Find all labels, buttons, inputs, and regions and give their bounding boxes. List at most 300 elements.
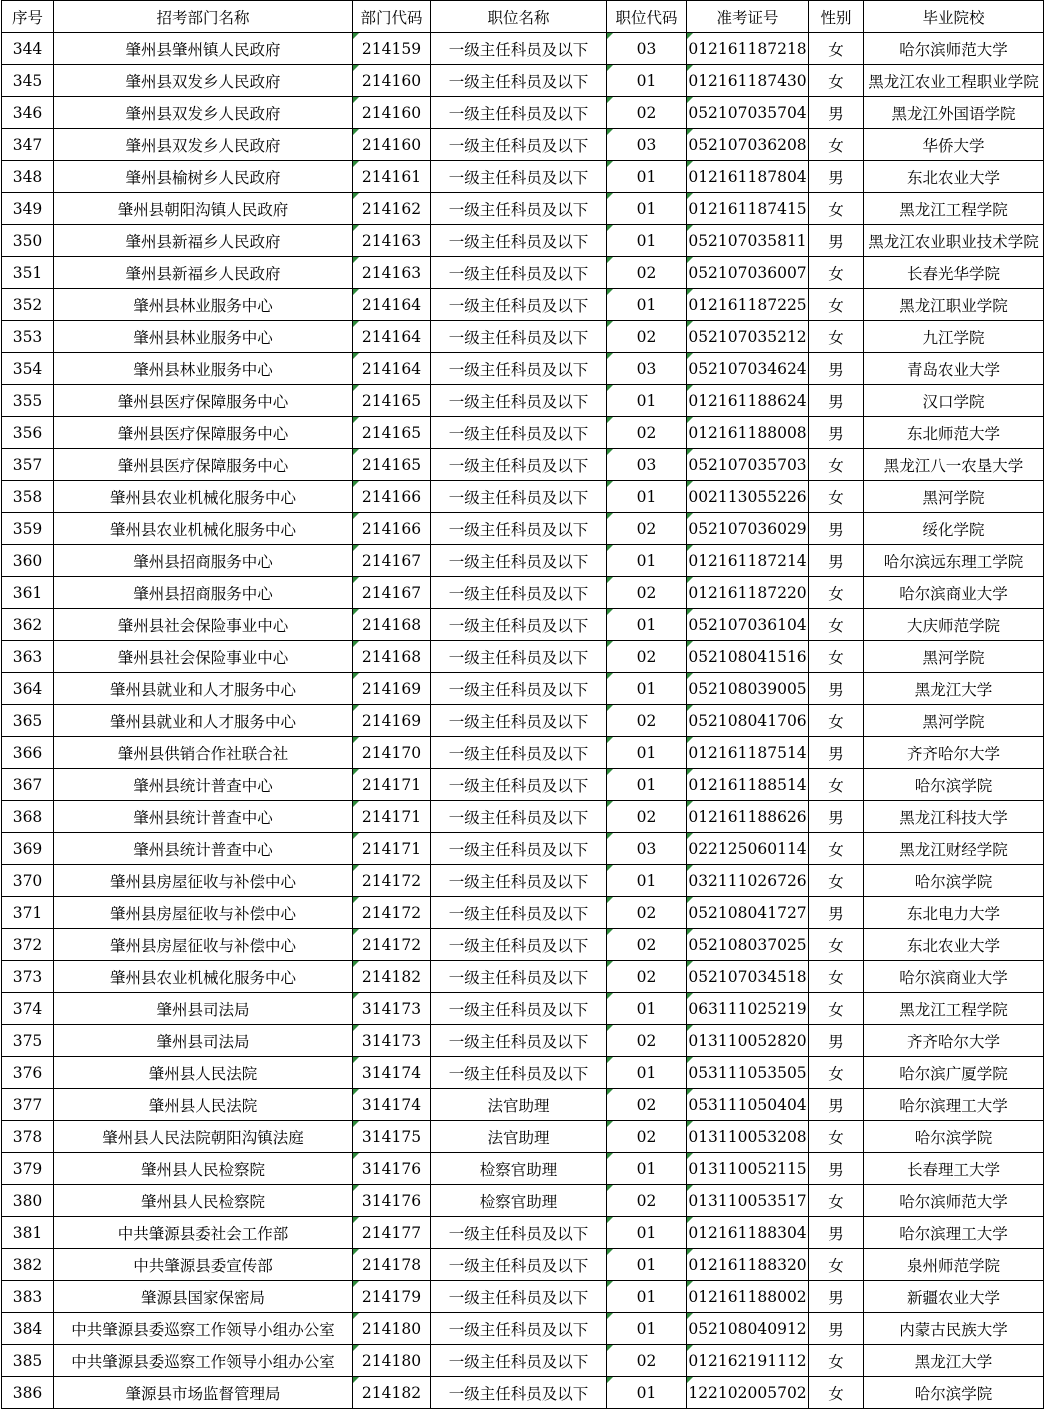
- cell-exam-id: 012162191112: [687, 1345, 809, 1377]
- cell-position: 一级主任科员及以下: [431, 225, 607, 257]
- cell-school: 九江学院: [864, 321, 1044, 353]
- cell-department-code: 214172: [353, 929, 431, 961]
- cell-index: 374: [2, 993, 54, 1025]
- cell-department: 肇州县双发乡人民政府: [54, 97, 353, 129]
- cell-position-code: 01: [607, 385, 687, 417]
- cell-school: 泉州师范学院: [864, 1249, 1044, 1281]
- cell-index: 379: [2, 1153, 54, 1185]
- cell-index: 349: [2, 193, 54, 225]
- cell-position: 一级主任科员及以下: [431, 481, 607, 513]
- header-index: 序号: [2, 1, 54, 33]
- cell-department-code: 214165: [353, 449, 431, 481]
- cell-gender: 女: [809, 193, 864, 225]
- table-row: [2, 1313, 1044, 1345]
- table-row: [2, 1377, 1044, 1409]
- cell-index: 346: [2, 97, 54, 129]
- cell-department: 肇州县社会保险事业中心: [54, 609, 353, 641]
- cell-department-code: 314176: [353, 1185, 431, 1217]
- cell-gender: 女: [809, 257, 864, 289]
- cell-department-code: 314175: [353, 1121, 431, 1153]
- cell-position-code: 01: [607, 769, 687, 801]
- table-row: [2, 897, 1044, 929]
- cell-school: 哈尔滨师范大学: [864, 1185, 1044, 1217]
- cell-position-code: 01: [607, 993, 687, 1025]
- cell-position-code: 01: [607, 1249, 687, 1281]
- cell-department-code: 214160: [353, 65, 431, 97]
- cell-gender: 男: [809, 1281, 864, 1313]
- cell-gender: 男: [809, 801, 864, 833]
- cell-position-code: 02: [607, 257, 687, 289]
- cell-department-code: 214164: [353, 289, 431, 321]
- cell-department: 肇州县农业机械化服务中心: [54, 513, 353, 545]
- cell-school: 华侨大学: [864, 129, 1044, 161]
- cell-department: 肇州县房屋征收与补偿中心: [54, 929, 353, 961]
- cell-index: 382: [2, 1249, 54, 1281]
- cell-gender: 男: [809, 897, 864, 929]
- cell-position-code: 01: [607, 1377, 687, 1409]
- cell-gender: 女: [809, 1377, 864, 1409]
- cell-position: 一级主任科员及以下: [431, 1313, 607, 1345]
- cell-school: 东北农业大学: [864, 161, 1044, 193]
- cell-position: 一级主任科员及以下: [431, 129, 607, 161]
- cell-index: 385: [2, 1345, 54, 1377]
- cell-department: 肇州县肇州镇人民政府: [54, 33, 353, 65]
- cell-gender: 男: [809, 385, 864, 417]
- cell-department: 肇州县统计普查中心: [54, 833, 353, 865]
- cell-department-code: 214161: [353, 161, 431, 193]
- table-row: [2, 993, 1044, 1025]
- cell-department: 肇州县统计普查中心: [54, 801, 353, 833]
- cell-position-code: 01: [607, 65, 687, 97]
- cell-index: 386: [2, 1377, 54, 1409]
- cell-gender: 男: [809, 1217, 864, 1249]
- cell-exam-id: 052107035703: [687, 449, 809, 481]
- cell-gender: 女: [809, 961, 864, 993]
- cell-gender: 女: [809, 705, 864, 737]
- table-row: [2, 1025, 1044, 1057]
- cell-index: 352: [2, 289, 54, 321]
- cell-gender: 女: [809, 929, 864, 961]
- cell-department: 肇州县司法局: [54, 993, 353, 1025]
- cell-exam-id: 013110052820: [687, 1025, 809, 1057]
- cell-department-code: 214182: [353, 961, 431, 993]
- cell-position-code: 03: [607, 449, 687, 481]
- cell-position: 一级主任科员及以下: [431, 897, 607, 929]
- cell-position: 一级主任科员及以下: [431, 1281, 607, 1313]
- table-row: [2, 225, 1044, 257]
- cell-school: 哈尔滨远东理工学院: [864, 545, 1044, 577]
- cell-department-code: 214177: [353, 1217, 431, 1249]
- cell-index: 351: [2, 257, 54, 289]
- cell-exam-id: 052108039005: [687, 673, 809, 705]
- cell-school: 哈尔滨理工大学: [864, 1217, 1044, 1249]
- cell-department: 肇州县人民检察院: [54, 1185, 353, 1217]
- cell-exam-id: 052107035704: [687, 97, 809, 129]
- cell-department: 肇州县农业机械化服务中心: [54, 961, 353, 993]
- cell-exam-id: 012161188320: [687, 1249, 809, 1281]
- cell-school: 长春光华学院: [864, 257, 1044, 289]
- cell-exam-id: 032111026726: [687, 865, 809, 897]
- cell-position-code: 02: [607, 641, 687, 673]
- cell-school: 哈尔滨商业大学: [864, 577, 1044, 609]
- cell-position: 一级主任科员及以下: [431, 961, 607, 993]
- cell-index: 361: [2, 577, 54, 609]
- cell-department: 肇州县供销合作社联合社: [54, 737, 353, 769]
- table-row: [2, 769, 1044, 801]
- cell-department: 中共肇源县委宣传部: [54, 1249, 353, 1281]
- cell-position: 法官助理: [431, 1121, 607, 1153]
- table-row: [2, 97, 1044, 129]
- table-row: [2, 33, 1044, 65]
- cell-position-code: 03: [607, 833, 687, 865]
- cell-department-code: 214159: [353, 33, 431, 65]
- cell-position: 一级主任科员及以下: [431, 65, 607, 97]
- table-row: [2, 833, 1044, 865]
- cell-gender: 女: [809, 1185, 864, 1217]
- cell-exam-id: 012161188304: [687, 1217, 809, 1249]
- cell-department-code: 214171: [353, 769, 431, 801]
- cell-index: 362: [2, 609, 54, 641]
- cell-department: 中共肇源县委巡察工作领导小组办公室: [54, 1345, 353, 1377]
- cell-gender: 女: [809, 1057, 864, 1089]
- cell-department: 肇州县医疗保障服务中心: [54, 449, 353, 481]
- table-row: [2, 577, 1044, 609]
- cell-exam-id: 052107034518: [687, 961, 809, 993]
- cell-position: 一级主任科员及以下: [431, 609, 607, 641]
- cell-department: 肇州县统计普查中心: [54, 769, 353, 801]
- cell-department: 肇州县人民法院: [54, 1089, 353, 1121]
- cell-school: 新疆农业大学: [864, 1281, 1044, 1313]
- cell-position: 一级主任科员及以下: [431, 577, 607, 609]
- cell-department: 肇州县双发乡人民政府: [54, 129, 353, 161]
- cell-index: 364: [2, 673, 54, 705]
- cell-department: 肇州县林业服务中心: [54, 289, 353, 321]
- cell-index: 369: [2, 833, 54, 865]
- cell-department: 肇州县新福乡人民政府: [54, 225, 353, 257]
- cell-department: 肇州县就业和人才服务中心: [54, 673, 353, 705]
- cell-position-code: 02: [607, 417, 687, 449]
- cell-department-code: 314173: [353, 993, 431, 1025]
- cell-position-code: 02: [607, 577, 687, 609]
- cell-department: 中共肇源县委社会工作部: [54, 1217, 353, 1249]
- table-row: [2, 929, 1044, 961]
- cell-index: 381: [2, 1217, 54, 1249]
- cell-department-code: 214182: [353, 1377, 431, 1409]
- cell-position: 一级主任科员及以下: [431, 737, 607, 769]
- cell-gender: 男: [809, 1025, 864, 1057]
- cell-position-code: 02: [607, 929, 687, 961]
- cell-gender: 女: [809, 577, 864, 609]
- cell-exam-id: 012161187214: [687, 545, 809, 577]
- cell-department-code: 214167: [353, 577, 431, 609]
- cell-exam-id: 052108037025: [687, 929, 809, 961]
- cell-exam-id: 052107035212: [687, 321, 809, 353]
- cell-department: 肇州县招商服务中心: [54, 577, 353, 609]
- cell-index: 375: [2, 1025, 54, 1057]
- cell-position-code: 02: [607, 801, 687, 833]
- cell-school: 黑河学院: [864, 705, 1044, 737]
- cell-position-code: 02: [607, 97, 687, 129]
- cell-position: 一级主任科员及以下: [431, 417, 607, 449]
- cell-position: 一级主任科员及以下: [431, 833, 607, 865]
- table-row: [2, 1185, 1044, 1217]
- cell-index: 353: [2, 321, 54, 353]
- cell-index: 370: [2, 865, 54, 897]
- cell-exam-id: 052107036104: [687, 609, 809, 641]
- cell-position-code: 02: [607, 1345, 687, 1377]
- table-row: [2, 161, 1044, 193]
- table-row: [2, 961, 1044, 993]
- cell-exam-id: 012161187514: [687, 737, 809, 769]
- header-row: [2, 1, 1044, 33]
- cell-school: 黑龙江大学: [864, 1345, 1044, 1377]
- cell-department: 肇州县房屋征收与补偿中心: [54, 897, 353, 929]
- table-row: [2, 385, 1044, 417]
- cell-department: 肇州县就业和人才服务中心: [54, 705, 353, 737]
- cell-department: 肇州县医疗保障服务中心: [54, 385, 353, 417]
- cell-exam-id: 012161187225: [687, 289, 809, 321]
- cell-department-code: 214168: [353, 641, 431, 673]
- table-row: [2, 321, 1044, 353]
- cell-gender: 女: [809, 1345, 864, 1377]
- cell-position: 一级主任科员及以下: [431, 353, 607, 385]
- cell-position: 一级主任科员及以下: [431, 705, 607, 737]
- cell-school: 哈尔滨师范大学: [864, 33, 1044, 65]
- cell-gender: 女: [809, 481, 864, 513]
- cell-index: 384: [2, 1313, 54, 1345]
- cell-index: 378: [2, 1121, 54, 1153]
- cell-gender: 男: [809, 225, 864, 257]
- cell-exam-id: 013110052115: [687, 1153, 809, 1185]
- cell-exam-id: 012161188626: [687, 801, 809, 833]
- cell-department: 肇州县社会保险事业中心: [54, 641, 353, 673]
- cell-school: 哈尔滨理工大学: [864, 1089, 1044, 1121]
- cell-position-code: 03: [607, 33, 687, 65]
- cell-department-code: 314174: [353, 1057, 431, 1089]
- cell-position: 一级主任科员及以下: [431, 257, 607, 289]
- cell-gender: 男: [809, 97, 864, 129]
- cell-exam-id: 012161188008: [687, 417, 809, 449]
- table-row: [2, 865, 1044, 897]
- cell-school: 东北农业大学: [864, 929, 1044, 961]
- cell-department-code: 314176: [353, 1153, 431, 1185]
- table-row: [2, 545, 1044, 577]
- cell-position: 一级主任科员及以下: [431, 929, 607, 961]
- cell-department: 肇州县朝阳沟镇人民政府: [54, 193, 353, 225]
- cell-gender: 女: [809, 833, 864, 865]
- cell-position: 一级主任科员及以下: [431, 33, 607, 65]
- cell-school: 东北电力大学: [864, 897, 1044, 929]
- cell-exam-id: 012161188624: [687, 385, 809, 417]
- cell-department-code: 214171: [353, 801, 431, 833]
- cell-school: 黑龙江工程学院: [864, 993, 1044, 1025]
- cell-position-code: 02: [607, 1025, 687, 1057]
- cell-gender: 男: [809, 353, 864, 385]
- cell-department-code: 214164: [353, 353, 431, 385]
- cell-school: 黑龙江农业工程职业学院: [864, 65, 1044, 97]
- cell-department: 肇州县人民法院朝阳沟镇法庭: [54, 1121, 353, 1153]
- cell-gender: 女: [809, 65, 864, 97]
- cell-position: 一级主任科员及以下: [431, 993, 607, 1025]
- cell-department-code: 214179: [353, 1281, 431, 1313]
- cell-index: 358: [2, 481, 54, 513]
- cell-position-code: 01: [607, 1313, 687, 1345]
- table-row: [2, 1281, 1044, 1313]
- table-row: [2, 193, 1044, 225]
- cell-exam-id: 052107036029: [687, 513, 809, 545]
- cell-gender: 女: [809, 289, 864, 321]
- cell-position-code: 01: [607, 737, 687, 769]
- cell-school: 长春理工大学: [864, 1153, 1044, 1185]
- cell-index: 359: [2, 513, 54, 545]
- cell-exam-id: 052107036007: [687, 257, 809, 289]
- cell-position-code: 01: [607, 1281, 687, 1313]
- cell-department-code: 314173: [353, 1025, 431, 1057]
- cell-school: 黑龙江科技大学: [864, 801, 1044, 833]
- cell-department-code: 214163: [353, 225, 431, 257]
- cell-position: 一级主任科员及以下: [431, 385, 607, 417]
- table-row: [2, 129, 1044, 161]
- cell-index: 366: [2, 737, 54, 769]
- cell-school: 东北师范大学: [864, 417, 1044, 449]
- cell-gender: 女: [809, 993, 864, 1025]
- cell-index: 350: [2, 225, 54, 257]
- table-row: [2, 1153, 1044, 1185]
- cell-gender: 男: [809, 161, 864, 193]
- cell-school: 黑龙江职业学院: [864, 289, 1044, 321]
- cell-department: 肇州县医疗保障服务中心: [54, 417, 353, 449]
- cell-position: 一级主任科员及以下: [431, 865, 607, 897]
- cell-position: 一级主任科员及以下: [431, 641, 607, 673]
- cell-department: 肇州县招商服务中心: [54, 545, 353, 577]
- cell-index: 355: [2, 385, 54, 417]
- table-row: [2, 1121, 1044, 1153]
- cell-position: 一级主任科员及以下: [431, 801, 607, 833]
- cell-index: 380: [2, 1185, 54, 1217]
- cell-index: 363: [2, 641, 54, 673]
- cell-position-code: 02: [607, 321, 687, 353]
- cell-index: 365: [2, 705, 54, 737]
- cell-position: 法官助理: [431, 1089, 607, 1121]
- header-department: 招考部门名称: [54, 1, 353, 33]
- cell-school: 哈尔滨学院: [864, 1377, 1044, 1409]
- cell-position: 一级主任科员及以下: [431, 161, 607, 193]
- cell-department-code: 214160: [353, 97, 431, 129]
- cell-department: 中共肇源县委巡察工作领导小组办公室: [54, 1313, 353, 1345]
- cell-school: 黑河学院: [864, 481, 1044, 513]
- cell-school: 哈尔滨学院: [864, 865, 1044, 897]
- cell-position-code: 03: [607, 353, 687, 385]
- cell-school: 汉口学院: [864, 385, 1044, 417]
- cell-position-code: 01: [607, 1153, 687, 1185]
- cell-position: 一级主任科员及以下: [431, 97, 607, 129]
- cell-gender: 女: [809, 449, 864, 481]
- table-row: [2, 641, 1044, 673]
- cell-department: 肇州县司法局: [54, 1025, 353, 1057]
- table-row: [2, 1089, 1044, 1121]
- cell-position: 一级主任科员及以下: [431, 1377, 607, 1409]
- cell-school: 青岛农业大学: [864, 353, 1044, 385]
- cell-position-code: 01: [607, 545, 687, 577]
- cell-exam-id: 002113055226: [687, 481, 809, 513]
- cell-gender: 男: [809, 1153, 864, 1185]
- cell-position: 一级主任科员及以下: [431, 193, 607, 225]
- table-row: [2, 1249, 1044, 1281]
- cell-position-code: 01: [607, 1217, 687, 1249]
- cell-gender: 男: [809, 673, 864, 705]
- cell-position: 一级主任科员及以下: [431, 545, 607, 577]
- header-gender: 性别: [809, 1, 864, 33]
- cell-index: 367: [2, 769, 54, 801]
- cell-index: 383: [2, 1281, 54, 1313]
- cell-exam-id: 012161187218: [687, 33, 809, 65]
- cell-exam-id: 012161187220: [687, 577, 809, 609]
- cell-department-code: 214164: [353, 321, 431, 353]
- cell-exam-id: 013110053208: [687, 1121, 809, 1153]
- cell-gender: 男: [809, 1313, 864, 1345]
- cell-gender: 女: [809, 129, 864, 161]
- cell-position-code: 01: [607, 481, 687, 513]
- cell-position-code: 01: [607, 289, 687, 321]
- cell-exam-id: 012161187430: [687, 65, 809, 97]
- cell-gender: 男: [809, 1089, 864, 1121]
- cell-gender: 男: [809, 737, 864, 769]
- table-row: [2, 449, 1044, 481]
- header-position: 职位名称: [431, 1, 607, 33]
- cell-department: 肇州县林业服务中心: [54, 321, 353, 353]
- table-row: [2, 1057, 1044, 1089]
- cell-department-code: 214167: [353, 545, 431, 577]
- header-position-code: 职位代码: [607, 1, 687, 33]
- cell-position: 一级主任科员及以下: [431, 769, 607, 801]
- cell-gender: 女: [809, 321, 864, 353]
- cell-position: 一级主任科员及以下: [431, 1057, 607, 1089]
- cell-index: 357: [2, 449, 54, 481]
- cell-school: 黑龙江工程学院: [864, 193, 1044, 225]
- cell-department-code: 214178: [353, 1249, 431, 1281]
- cell-department-code: 214172: [353, 897, 431, 929]
- cell-position-code: 02: [607, 897, 687, 929]
- cell-position-code: 02: [607, 1185, 687, 1217]
- cell-school: 齐齐哈尔大学: [864, 1025, 1044, 1057]
- header-exam-id: 准考证号: [687, 1, 809, 33]
- cell-gender: 男: [809, 545, 864, 577]
- cell-department: 肇源县市场监督管理局: [54, 1377, 353, 1409]
- cell-index: 360: [2, 545, 54, 577]
- cell-index: 356: [2, 417, 54, 449]
- cell-exam-id: 052108041727: [687, 897, 809, 929]
- cell-position: 一级主任科员及以下: [431, 513, 607, 545]
- cell-exam-id: 053111053505: [687, 1057, 809, 1089]
- cell-position-code: 01: [607, 609, 687, 641]
- cell-exam-id: 052108040912: [687, 1313, 809, 1345]
- cell-position-code: 01: [607, 1057, 687, 1089]
- cell-gender: 女: [809, 1121, 864, 1153]
- cell-department-code: 214169: [353, 705, 431, 737]
- cell-index: 372: [2, 929, 54, 961]
- cell-position-code: 02: [607, 513, 687, 545]
- cell-exam-id: 052108041516: [687, 641, 809, 673]
- cell-exam-id: 012161188002: [687, 1281, 809, 1313]
- cell-position-code: 01: [607, 161, 687, 193]
- cell-school: 绥化学院: [864, 513, 1044, 545]
- cell-school: 哈尔滨商业大学: [864, 961, 1044, 993]
- results-table: [1, 0, 1044, 1409]
- cell-department-code: 314174: [353, 1089, 431, 1121]
- cell-position: 一级主任科员及以下: [431, 673, 607, 705]
- cell-department: 肇州县新福乡人民政府: [54, 257, 353, 289]
- cell-exam-id: 012161187804: [687, 161, 809, 193]
